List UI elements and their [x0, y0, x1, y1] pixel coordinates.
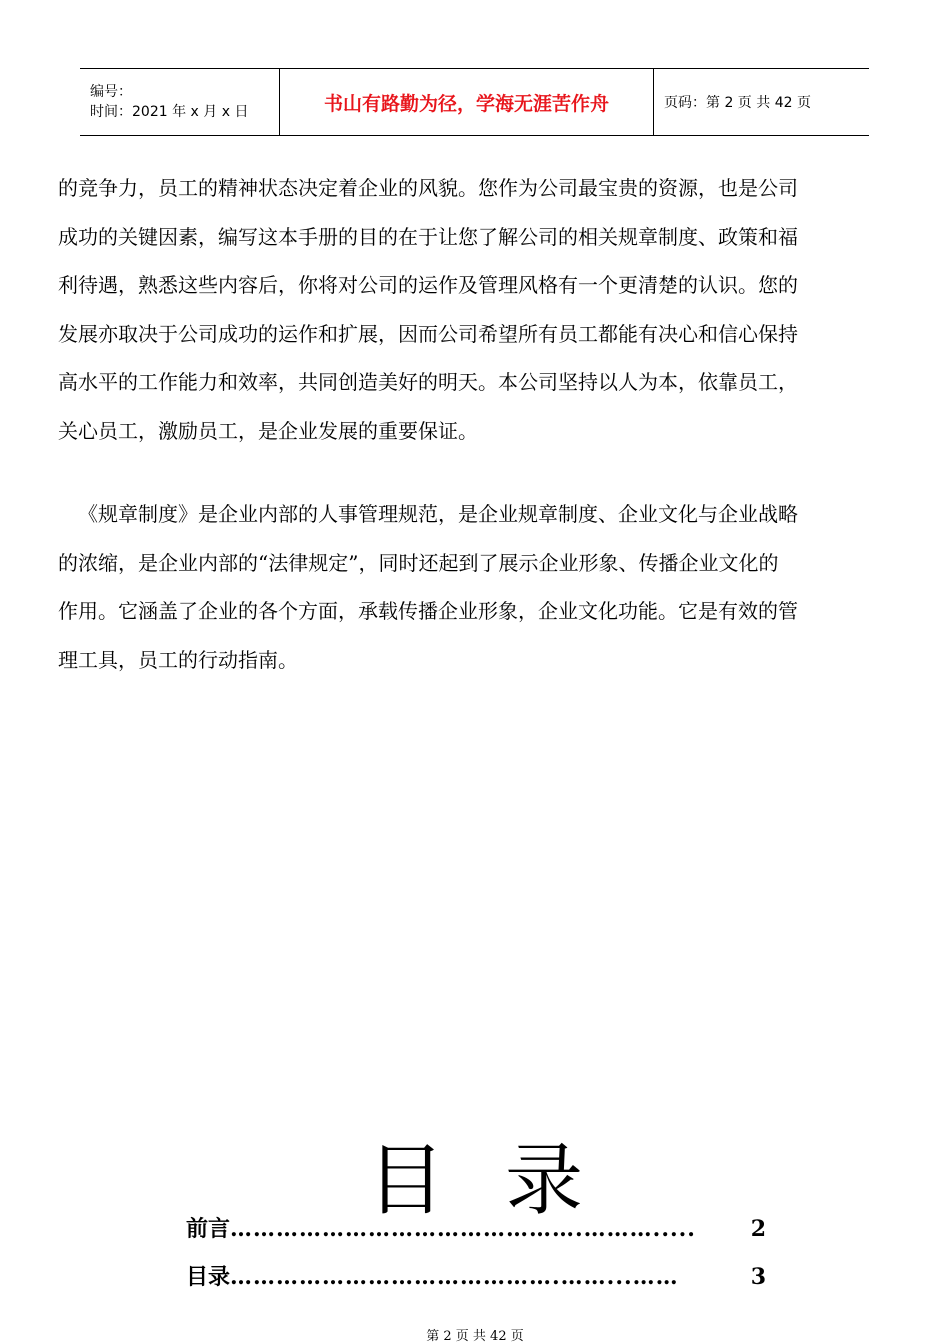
toc-entry[interactable] — [186, 1260, 766, 1300]
toc-entry-label: 目录 — [186, 1264, 231, 1290]
text-line: 作用。它涵盖了企业的各个方面，承载传播企业形象，企业文化功能。它是有效的管 — [58, 599, 798, 623]
header-meta — [80, 69, 280, 135]
page-header — [80, 68, 869, 136]
toc-entry-label: 前言 — [186, 1216, 231, 1242]
number-label: 编号： — [90, 84, 132, 100]
toc-entry-leader: …………………………………….……...…… — [230, 1264, 679, 1290]
toc-entry-leader: ……………………………………….………..... — [230, 1216, 696, 1242]
toc-title: 目录 — [366, 1136, 643, 1226]
toc-entry-page: 3 — [750, 1264, 766, 1290]
paragraph-2 — [58, 490, 890, 684]
header-page — [654, 69, 869, 135]
text-line: 关心员工，激励员工，是企业发展的重要保证。 — [58, 418, 478, 443]
text-line: 发展亦取决于公司成功的运作和扩展，因而公司希望所有员工都能有决心和信心保持 — [58, 321, 798, 346]
text-line: 的竞争力，员工的精神状态决定着企业的风貌。您作为公司最宝贵的资源，也是公司 — [58, 176, 798, 200]
text-line: 成功的关键因素，编写这本手册的目的在于让您了解公司的相关规章制度、政策和福 — [58, 224, 798, 249]
toc-entry-page: 2 — [750, 1216, 766, 1242]
text-line: 的浓缩，是企业内部的“法律规定”，同时还起到了展示企业形象、传播企业文化的 — [58, 550, 779, 575]
text-line: 利待遇，熟悉这些内容后，你将对公司的运作及管理风格有一个更清楚的认识。您的 — [58, 273, 798, 297]
toc-entry[interactable] — [186, 1212, 766, 1252]
paragraph-1 — [58, 164, 890, 455]
motto-text: 书山有路勤为径，学海无涯苦作舟 — [323, 92, 609, 115]
page-footer: 第 2 页 共 42 页 — [426, 1329, 524, 1344]
page-label: 页码：第 2 页 共 42 页 — [664, 95, 811, 111]
text-line: 高水平的工作能力和效率，共同创造美好的明天。本公司坚持以人为本，依靠员工， — [58, 370, 798, 394]
text-line: 《规章制度》是企业内部的人事管理规范，是企业规章制度、企业文化与企业战略 — [78, 502, 798, 526]
header-motto — [280, 69, 654, 135]
time-label: 时间：2021 年 x 月 x 日 — [90, 104, 249, 120]
text-line: 理工具，员工的行动指南。 — [58, 647, 298, 672]
